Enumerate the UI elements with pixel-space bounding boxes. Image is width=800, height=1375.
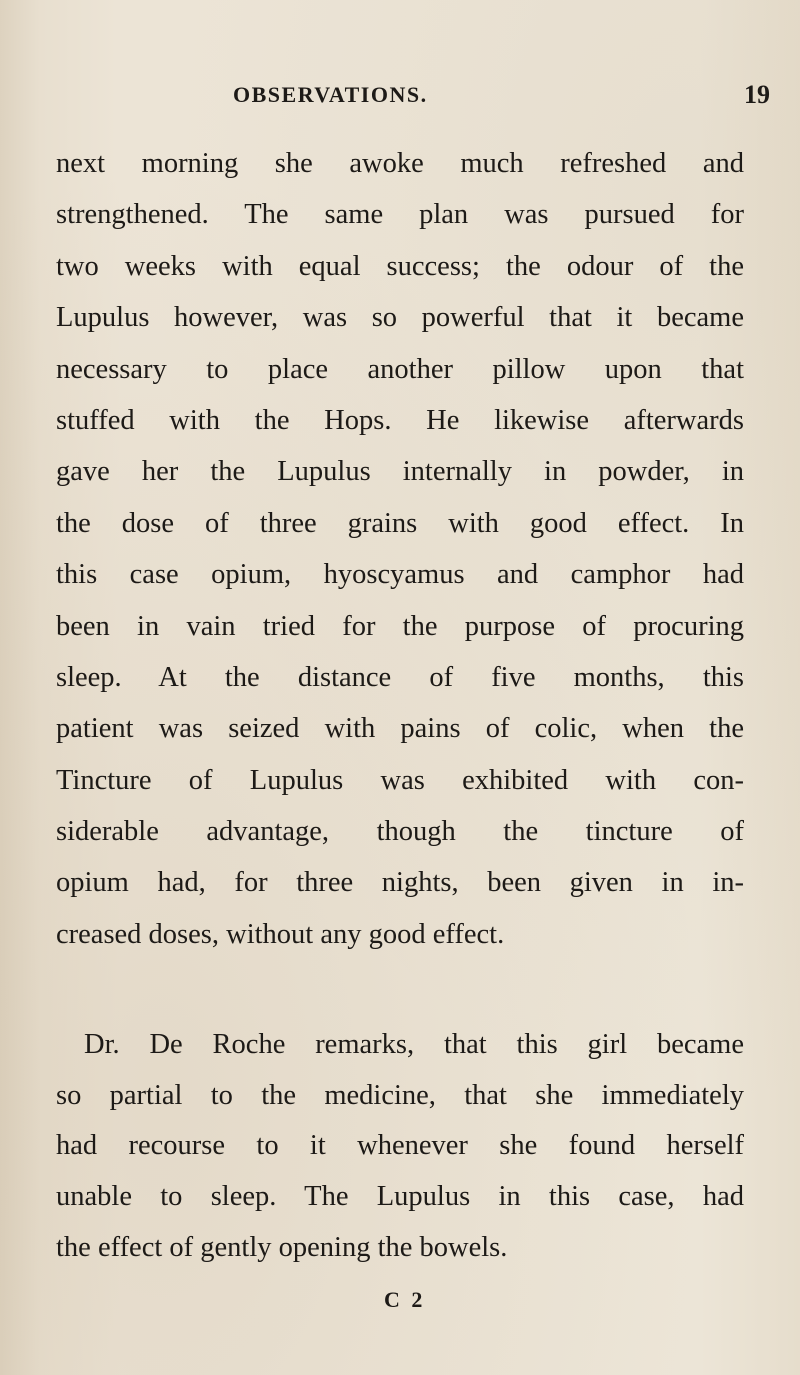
text-line: Tincture of Lupulus was exhibited with con- (56, 764, 744, 796)
page-header (0, 80, 800, 116)
text-line: this case opium, hyoscyamus and camphor had (56, 559, 744, 591)
page-number: 19 (744, 80, 770, 109)
text-line: Lupulus however, was so powerful that it became (56, 302, 744, 334)
text-line: patient was seized with pains of colic, when the (56, 713, 744, 745)
running-head: OBSERVATIONS. (233, 82, 428, 107)
text-line-last: creased doses, without any good effect. (56, 918, 505, 950)
text-line: Dr. De Roche remarks, that this girl became (84, 1029, 744, 1061)
text-line: opium had, for three nights, been given in in- (56, 867, 744, 899)
text-line: the dose of three grains with good effect. In (56, 507, 744, 539)
text-line: gave her the Lupulus internally in powder, in (56, 456, 744, 488)
text-line: had recourse to it whenever she found herself (56, 1130, 744, 1162)
body-text (56, 138, 744, 1273)
text-line: sleep. At the distance of five months, this (56, 661, 744, 693)
text-line: stuffed with the Hops. He likewise afterwards (56, 404, 744, 436)
text-line: necessary to place another pillow upon that (56, 353, 744, 385)
text-line: unable to sleep. The Lupulus in this case, had (56, 1181, 744, 1213)
signature-mark: C 2 (384, 1287, 426, 1312)
text-line: two weeks with equal success; the odour of the (56, 250, 744, 282)
paragraph-2 (56, 1020, 744, 1273)
text-line: next morning she awoke much refreshed and (56, 148, 744, 179)
text-line: strengthened. The same plan was pursued for (56, 199, 744, 231)
paragraph-1 (56, 138, 744, 960)
text-line: siderable advantage, though the tincture of (56, 816, 744, 848)
text-line: been in vain tried for the purpose of procuring (56, 610, 744, 642)
text-line-last: the effect of gently opening the bowels. (56, 1231, 508, 1263)
text-line: so partial to the medicine, that she immediately (56, 1079, 744, 1111)
